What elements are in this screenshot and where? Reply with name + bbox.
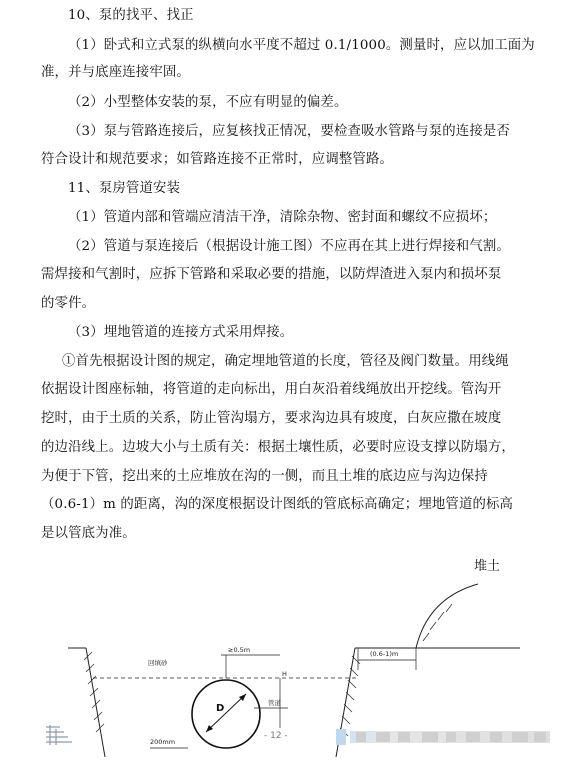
paragraph-line: （1）管道内部和管端应清洁干净，清除杂物、密封面和螺纹不应损坏； — [68, 210, 497, 225]
paragraph-line: （2）小型整体安装的泵，不应有明显的偏差。 — [68, 95, 348, 110]
page-number: - 12 - — [264, 731, 288, 741]
paragraph-line: （1）卧式和立式泵的纵横向水平度不超过 0.1/1000。测量时，应以加工面为 — [68, 38, 535, 53]
paragraph-line: 需焊接和气割时，应拆下管路和采取必要的措施，以防焊渣进入泵内和损坏泵 — [41, 267, 502, 282]
soil-pile-label: 堆土 — [474, 559, 501, 574]
paragraph-line: 是以管底为准。 — [41, 526, 136, 541]
paragraph-line: 符合设计和规范要求；如管路连接不正常时，应调整管路。 — [41, 152, 394, 167]
paragraph-line: 准，并与底座连接牢固。 — [41, 65, 190, 80]
h-label: H — [282, 670, 287, 678]
paragraph-line: （3）泵与管路连接后，应复核找正情况，要检查吸水管路与泵的连接是否 — [68, 124, 510, 139]
trench-drawing — [0, 548, 575, 757]
paragraph-line: （2）管道与泵连接后（根据设计施工图）不应再在其上进行焊接和气割。 — [68, 239, 510, 254]
backfill-label: 回填砂 — [148, 659, 168, 667]
paragraph-line: 的零件。 — [41, 296, 96, 311]
blurred-watermark — [336, 727, 552, 747]
trench-diagram — [0, 548, 575, 757]
paragraph-line: 为便于下管，挖出来的土应堆放在沟的一侧，而且土堆的底边应与沟边保持 — [41, 469, 488, 484]
distance-label: (0.6-1)m — [370, 650, 399, 658]
paragraph-line: 依据设计图座标轴，将管道的走向标出，用白灰沿着线绳放出开挖线。管沟开 — [41, 382, 502, 397]
clearance-label: ≥0.5m — [228, 646, 251, 654]
diameter-label: D — [216, 703, 225, 714]
watermark-logo-icon — [44, 723, 74, 747]
bottom-width-label: 200mm — [150, 738, 176, 746]
paragraph-line: 的边沿线上。边坡大小与土质有关：根据土壤性质，必要时应设支撑以防塌方， — [41, 440, 515, 455]
paragraph-line: （0.6-1）m 的距离，沟的深度根据设计图纸的管底标高确定；埋地管道的标高 — [41, 497, 514, 512]
pipe-label: 管道 — [268, 699, 281, 707]
heading-pump-leveling: 10、泵的找平、找正 — [68, 8, 194, 23]
paragraph-line: （3）埋地管道的连接方式采用焊接。 — [68, 325, 294, 340]
heading-pump-room-piping: 11、泵房管道安装 — [68, 181, 181, 196]
paragraph-line: ①首先根据设计图的规定，确定埋地管道的长度，管径及阀门数量。用线绳 — [62, 354, 509, 369]
paragraph-line: 挖时，由于土质的关系，防止管沟塌方，要求沟边具有坡度，白灰应撒在坡度 — [41, 411, 502, 426]
